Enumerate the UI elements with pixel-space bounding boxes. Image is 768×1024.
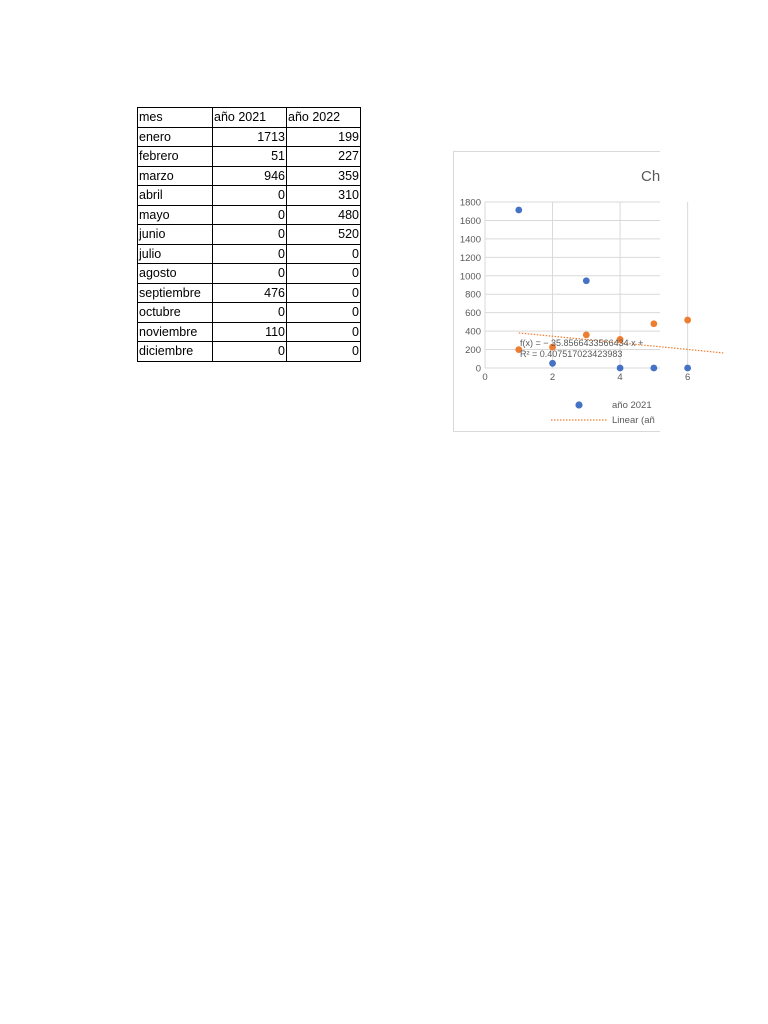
month-cell[interactable]: abril [138,186,213,206]
y-tick-label: 1800 [459,197,481,209]
table-row [138,186,361,206]
legend-label-2021: año 2021 [612,400,652,411]
table-row [138,127,361,147]
table-row [138,147,361,167]
value-cell[interactable]: 520 [287,225,361,245]
value-cell[interactable]: 0 [213,303,287,323]
point-2021 [549,360,556,367]
table-row [138,166,361,186]
header-cell[interactable]: año 2021 [213,108,287,128]
value-cell[interactable]: 0 [287,244,361,264]
month-cell[interactable]: marzo [138,166,213,186]
value-cell[interactable]: 476 [213,283,287,303]
value-cell[interactable]: 51 [213,147,287,167]
spreadsheet-table [137,107,361,362]
x-tick-label: 4 [617,372,623,383]
value-cell[interactable]: 0 [213,342,287,362]
y-tick-label: 800 [465,289,481,301]
value-cell[interactable]: 0 [213,205,287,225]
month-cell[interactable]: septiembre [138,283,213,303]
y-tick-label: 600 [465,308,481,320]
value-cell[interactable]: 110 [213,322,287,342]
value-cell[interactable]: 0 [287,342,361,362]
value-cell[interactable]: 0 [287,303,361,323]
table-row [138,264,361,284]
value-cell[interactable]: 0 [213,264,287,284]
table-row [138,322,361,342]
y-tick-label: 0 [475,363,481,375]
point-2022 [650,320,657,327]
y-tick-label: 1400 [459,234,481,246]
scatter-chart [454,152,691,431]
table-row [138,225,361,245]
month-cell[interactable]: noviembre [138,322,213,342]
x-tick-label: 2 [549,372,556,383]
value-cell[interactable]: 480 [287,205,361,225]
table-row [138,303,361,323]
month-cell[interactable]: enero [138,127,213,147]
value-cell[interactable]: 359 [287,166,361,186]
month-cell[interactable]: junio [138,225,213,245]
legend-marker-2021 [575,401,582,408]
table-row [138,342,361,362]
y-tick-label: 200 [465,345,481,357]
value-cell[interactable]: 0 [287,283,361,303]
table-header-row [138,108,361,128]
month-cell[interactable]: diciembre [138,342,213,362]
value-cell[interactable]: 199 [287,127,361,147]
point-2021 [684,365,691,372]
value-cell[interactable]: 0 [213,186,287,206]
month-cell[interactable]: agosto [138,264,213,284]
value-cell[interactable]: 946 [213,166,287,186]
header-cell[interactable]: mes [138,108,213,128]
table-row [138,205,361,225]
trendline-r2: R² = 0.407517023423983 [520,349,623,359]
value-cell[interactable]: 310 [287,186,361,206]
y-tick-label: 1200 [459,252,481,264]
month-cell[interactable]: mayo [138,205,213,225]
value-cell[interactable]: 1713 [213,127,287,147]
x-tick-label: 0 [482,372,488,383]
chart-frame[interactable] [453,151,691,432]
value-cell[interactable]: 0 [213,225,287,245]
chart-title: Ch [641,168,661,185]
point-2022 [684,317,691,324]
month-cell[interactable]: febrero [138,147,213,167]
point-2021 [617,365,624,372]
y-tick-label: 400 [465,326,481,338]
value-cell[interactable]: 0 [287,264,361,284]
y-tick-label: 1000 [459,271,481,283]
legend-label-linear: Linear (añ [612,415,655,426]
point-2021 [583,277,590,284]
point-2021 [515,207,522,214]
x-tick-label: 6 [684,372,691,383]
point-2021 [650,365,657,372]
month-cell[interactable]: octubre [138,303,213,323]
y-tick-label: 1600 [459,215,481,227]
value-cell[interactable]: 227 [287,147,361,167]
table-row [138,244,361,264]
month-cell[interactable]: julio [138,244,213,264]
value-cell[interactable]: 0 [213,244,287,264]
header-cell[interactable]: año 2022 [287,108,361,128]
trendline-equation: f(x) = − 35.8566433566434 x + [520,338,644,348]
table-row [138,283,361,303]
value-cell[interactable]: 0 [287,322,361,342]
